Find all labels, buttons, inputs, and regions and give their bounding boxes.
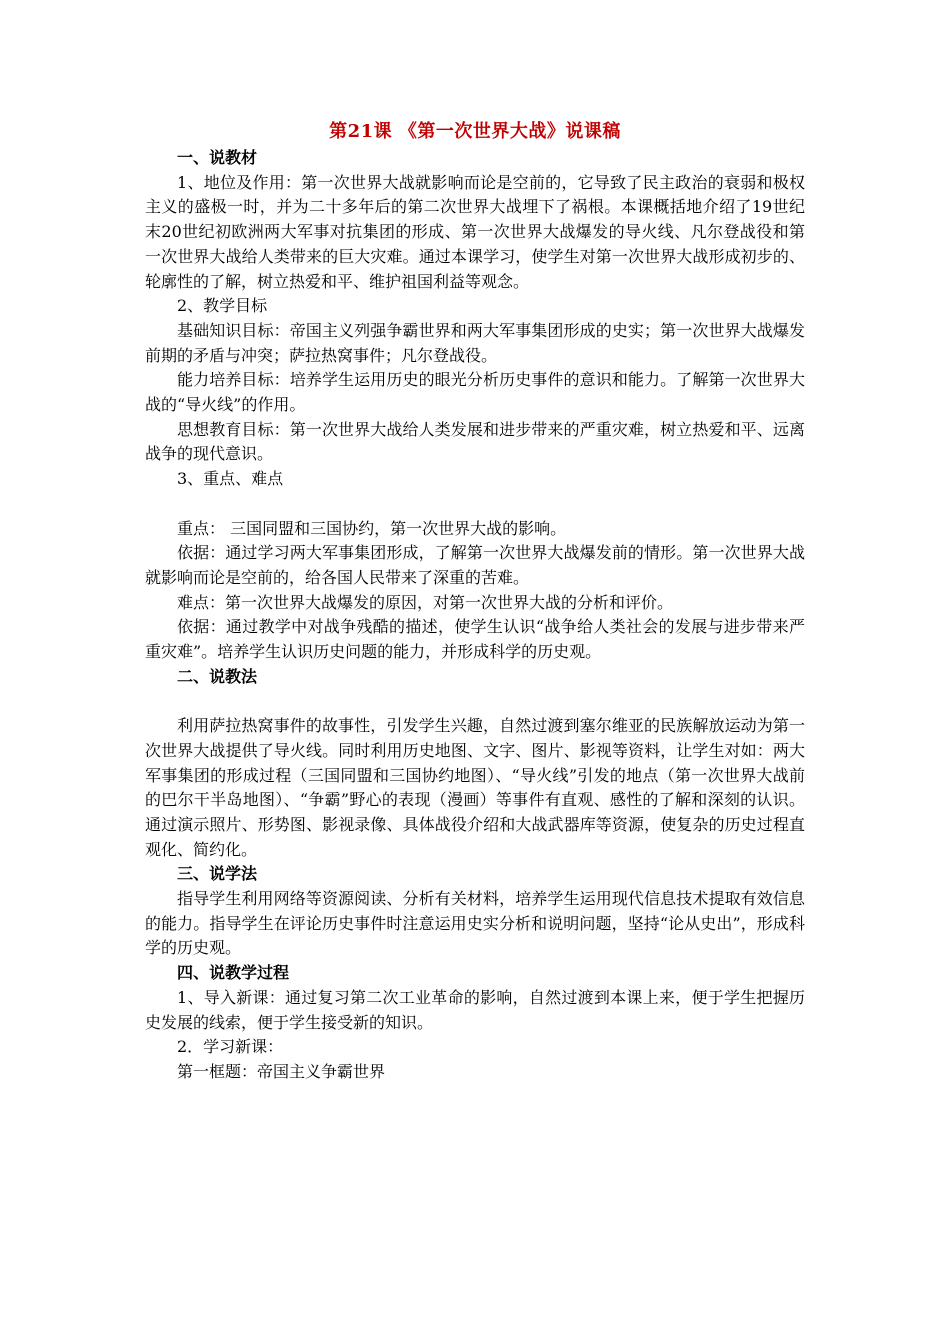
document-title: 第21课 《第一次世界大战》说课稿 <box>329 121 621 142</box>
blank-line <box>145 689 805 714</box>
paragraph-teaching-method: 利用萨拉热窝事件的故事性，引发学生兴趣，自然过渡到塞尔维亚的民族解放运动为第一次世界大战提供了导火线。同时利用历史地图、文字、图片、影视等资料，让学生对如：两大军事集团的形成过程（三国同盟和三国协约地图）、“导火线”引发的地点（第一次世界大战前的巴尔干半岛地图）、“争霸”野心的表现（漫画）等事件有直观、感性的了解和深刻的认识。 通过演示照片、形势图、影视录像、具体战役介绍和大战武器库等资源，使复杂的历史过程直观化、简约化。 <box>145 716 805 859</box>
paragraph-ability-goals: 能力培养目标：培养学生运用历史的眼光分析历史事件的意识和能力。了解第一次世界大战的“导火线”的作用。 <box>145 370 805 415</box>
section-heading-teaching-method: 二、说教法 <box>177 666 258 686</box>
paragraph-teaching-goals-heading: 2、教学目标 <box>177 296 268 316</box>
paragraph-difficulty-basis: 依据：通过教学中对战争残酷的描述，使学生认识“战争给人类社会的发展与进步带来严重灾难”。培养学生认识历史问题的能力，并形成科学的历史观。 <box>145 617 805 662</box>
paragraph-basic-knowledge: 基础知识目标：帝国主义列强争霸世界和两大军事集团形成的史实；第一次世界大战爆发前期的矛盾与冲突；萨拉热窝事件；凡尔登战役。 <box>145 320 805 365</box>
document-page <box>145 118 805 1085</box>
paragraph-first-frame: 第一框题：帝国主义争霸世界 <box>177 1061 386 1081</box>
section-heading-textbook: 一、说教材 <box>177 148 258 167</box>
paragraph-learning-method: 指导学生利用网络等资源阅读、分析有关材料，培养学生运用现代信息技术提取有效信息的能力。指导学生在评论历史事件时注意运用史实分析和说明问题，坚持“论从史出”，形成科学的历史观。 <box>145 889 805 958</box>
section-heading-teaching-process: 四、说教学过程 <box>177 963 290 983</box>
paragraph-key-point: 重点： 三国同盟和三国协约，第一次世界大战的影响。 <box>177 518 567 538</box>
paragraph-ideology-goals: 思想教育目标：第一次世界大战给人类发展和进步带来的严重灾难，树立热爱和平、远离战争的现代意识。 <box>145 419 805 464</box>
paragraph-new-lesson: 2．学习新课： <box>177 1037 284 1057</box>
blank-line <box>145 492 805 517</box>
paragraph-key-basis: 依据：通过学习两大军事集团形成，了解第一次世界大战爆发前的情形。第一次世界大战就影响而论是空前的，给各国人民带来了深重的苦难。 <box>145 543 805 587</box>
paragraph-lead-in: 1、导入新课：通过复习第二次工业革命的影响，自然过渡到本课上来，便于学生把握历史发展的线索，便于学生接受新的知识。 <box>145 987 805 1032</box>
paragraph-difficulty: 难点：第一次世界大战爆发的原因，对第一次世界大战的分析和评价。 <box>177 592 674 612</box>
paragraph-status-role: 1、地位及作用：第一次世界大战就影响而论是空前的，它导致了民主政治的衰弱和极权主义的盛极一时，并为二十多年后的第二次世界大战埋下了祸根。本课概括地介绍了19世纪末20世纪初欧洲两大军事对抗集团的形成、第一次世界大战爆发的导火线、凡尔登战役和第一次世界大战给人类带来的巨大灾难。通过本课学习，使学生对第一次世界大战形成初步的、轮廓性的了解，树立热爱和平、维护祖国利益等观念。 <box>145 172 805 291</box>
section-heading-learning-method: 三、说学法 <box>177 864 258 884</box>
paragraph-key-points-heading: 3、重点、难点 <box>177 469 284 489</box>
